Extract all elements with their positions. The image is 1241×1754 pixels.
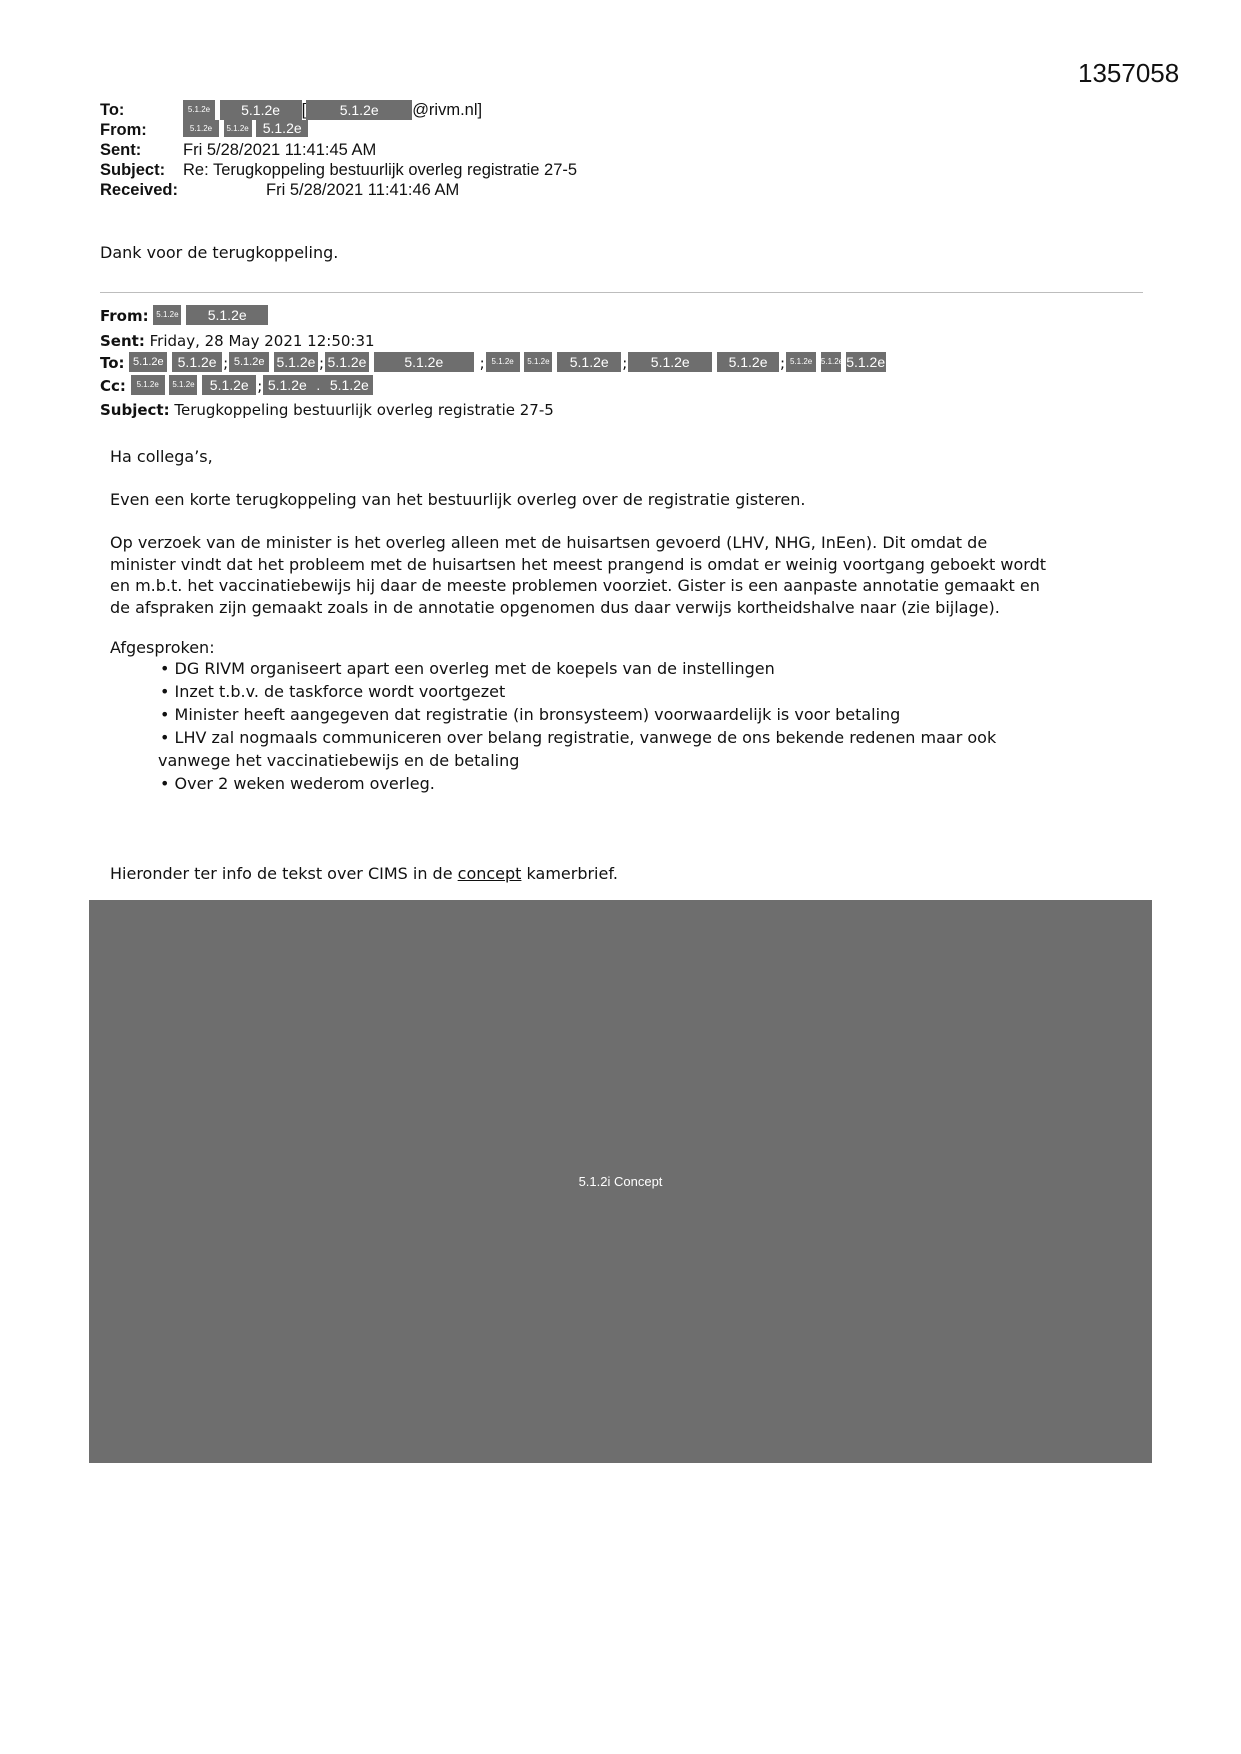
- redaction: 5.1.2e: [717, 352, 779, 372]
- to-label: To:: [100, 101, 125, 119]
- redaction: 5.1.2e: [131, 375, 165, 395]
- redaction: 5.1.2e: [557, 352, 621, 372]
- separator: ;: [622, 354, 628, 372]
- forwarded-from-label: From:: [100, 307, 149, 325]
- closing-line: [110, 864, 618, 883]
- list-item: • DG RIVM organiseert apart een overleg met de koepels van de instellingen: [160, 659, 775, 678]
- separator: ;: [318, 354, 325, 372]
- separator: ;: [479, 354, 485, 372]
- bullet-list: [160, 657, 996, 795]
- concept-link[interactable]: concept: [457, 864, 522, 883]
- forwarded-subject: [100, 399, 554, 421]
- bracket: [: [301, 101, 307, 119]
- redaction: 5.1.2e: [220, 100, 302, 120]
- agreed-title: Afgesproken:: [110, 638, 215, 657]
- separator: ;: [223, 354, 229, 372]
- list-item: • LHV zal nogmaals communiceren over belang registratie, vanwege de ons bekende redenen maar ook: [160, 728, 997, 747]
- forwarded-subject-value: Terugkoppeling bestuurlijk overleg registratie 27-5: [174, 401, 554, 419]
- forwarded-cc-label: Cc:: [100, 377, 126, 395]
- greeting: Ha collega’s,: [110, 447, 213, 466]
- from-value: [183, 120, 308, 140]
- subject-label: Subject:: [100, 161, 166, 179]
- from-label: From:: [100, 121, 147, 139]
- separator: ;: [257, 377, 263, 395]
- large-redaction-block: [89, 900, 1152, 1463]
- dot: .: [311, 375, 325, 395]
- redaction: 5.1.2e: [229, 352, 269, 372]
- redaction: 5.1.2e: [129, 352, 167, 372]
- document-id: 1357058: [1078, 58, 1180, 88]
- redaction: 5.1.2e: [821, 352, 841, 372]
- received-label: Received:: [100, 181, 178, 199]
- forwarded-sent-label: Sent:: [100, 332, 145, 350]
- to-value: [183, 100, 482, 120]
- redaction: 5.1.2e: [256, 120, 308, 137]
- paragraph-line: minister vindt dat het probleem met de huisartsen het meest prangend is omdat er weinig voortgang geboekt wordt: [110, 554, 1047, 574]
- sent-value: Fri 5/28/2021 11:41:45 AM: [183, 141, 377, 159]
- list-item: • Over 2 weken wederom overleg.: [160, 774, 435, 793]
- redaction: 5.1.2e: [153, 305, 181, 325]
- redaction: 5.1.2e: [325, 375, 373, 395]
- forwarded-subject-label: Subject:: [100, 401, 170, 419]
- reply-text: Dank voor de terugkoppeling.: [100, 243, 339, 262]
- sent-label: Sent:: [100, 141, 142, 159]
- redaction: 5.1.2e: [628, 352, 712, 372]
- redaction: 5.1.2e: [169, 375, 197, 395]
- redaction: 5.1.2e: [183, 120, 219, 137]
- to-domain: @rivm.nl]: [412, 101, 483, 119]
- list-item: • Minister heeft aangegeven dat registratie (in bronsysteem) voorwaardelijk is voor betaling: [160, 705, 901, 724]
- redaction: 5.1.2e: [524, 352, 552, 372]
- redaction: 5.1.2e: [186, 305, 268, 325]
- redaction: 5.1.2e: [374, 352, 474, 372]
- paragraph-line: de afspraken zijn gemaakt zoals in de annotatie opgenomen dus daar verwijs kortheidshalve naar (zie bijlage).: [110, 597, 1000, 617]
- redaction: 5.1.2e: [172, 352, 222, 372]
- forwarded-to: [100, 352, 886, 374]
- closing-text: Hieronder ter info de tekst over CIMS in de: [110, 864, 458, 883]
- redaction: 5.1.2e: [786, 352, 816, 372]
- forwarded-sent: [100, 330, 375, 352]
- paragraph-line: Op verzoek van de minister is het overleg alleen met de huisartsen gevoerd (LHV, NHG, InEen). Dit omdat de: [110, 533, 988, 552]
- forwarded-sent-value: Friday, 28 May 2021 12:50:31: [149, 332, 375, 350]
- redaction-label: 5.1.2i Concept: [578, 1174, 663, 1189]
- redaction: 5.1.2e: [183, 100, 215, 120]
- separator: ;: [780, 354, 786, 372]
- redaction: 5.1.2e: [224, 120, 252, 137]
- redaction: 5.1.2e: [325, 352, 369, 372]
- paragraph-1: [110, 532, 1160, 618]
- forwarded-to-label: To:: [100, 354, 125, 372]
- redaction: 5.1.2e: [486, 352, 520, 372]
- redaction: 5.1.2e: [263, 375, 311, 395]
- divider: [100, 292, 1143, 293]
- received-value: Fri 5/28/2021 11:41:46 AM: [266, 181, 460, 199]
- redaction: 5.1.2e: [846, 354, 886, 370]
- subject-value: Re: Terugkoppeling bestuurlijk overleg registratie 27-5: [183, 161, 578, 179]
- intro: Even een korte terugkoppeling van het bestuurlijk overleg over de registratie gisteren.: [110, 490, 806, 509]
- redaction: 5.1.2e: [202, 375, 256, 395]
- paragraph-line: en m.b.t. het vaccinatiebewijs hij daar de meeste problemen voorziet. Gister is een aanpaste annotatie gemaakt en: [110, 576, 1040, 595]
- forwarded-from: [100, 305, 268, 327]
- closing-text-end: kamerbrief.: [521, 864, 618, 883]
- redaction: 5.1.2e: [306, 100, 412, 120]
- forwarded-cc: [100, 375, 373, 397]
- redaction: 5.1.2e: [274, 352, 318, 372]
- list-item: vanwege het vaccinatiebewijs en de betaling: [158, 751, 520, 770]
- list-item: • Inzet t.b.v. de taskforce wordt voortgezet: [160, 682, 506, 701]
